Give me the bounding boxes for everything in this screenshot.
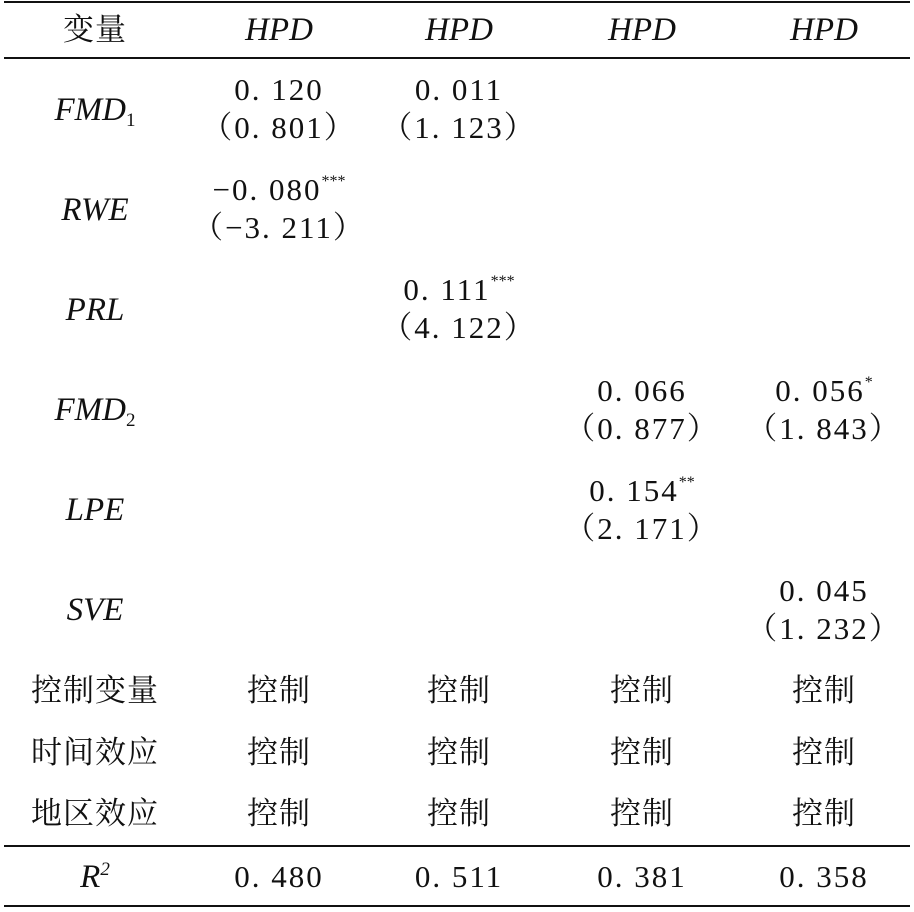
row-label-r-squared: $R^2$ [80,859,110,895]
coefficient: 0. 011 [414,72,504,107]
row-label-fmd1: $FMD_1$ [54,92,136,131]
time-effect-col3: 控制 [610,735,674,771]
fmd1-col2 [368,71,550,147]
bottom-rule [4,905,910,907]
row-label-time-effect: 时间效应 [31,735,159,771]
coefficient: 0. 056* [775,373,873,408]
coefficient: 0. 154** [589,473,695,508]
coefficient: 0. 111*** [403,272,515,307]
header-col-2: HPD [425,12,493,48]
header-rule [4,57,910,59]
row-label-fmd2: $FMD_2$ [54,392,136,431]
fmd1-col1 [190,71,368,147]
time-effect-col1: 控制 [247,735,311,771]
row-label-rwe: RWE [61,192,129,228]
rwe-col1 [190,171,368,247]
time-effect-col2: 控制 [427,735,491,771]
header-col-4: HPD [790,12,858,48]
significance-stars: *** [321,173,346,190]
t-statistic: （1. 232） [746,611,902,646]
t-statistic: （1. 123） [381,110,537,145]
controls-col3: 控制 [610,673,674,709]
header-col-3: HPD [608,12,676,48]
controls-col4: 控制 [792,673,856,709]
controls-col2: 控制 [427,673,491,709]
r-squared-col3: 0. 381 [597,859,687,894]
significance-stars: * [864,374,873,391]
coefficient: 0. 045 [779,573,869,608]
t-statistic: （2. 171） [564,511,720,546]
t-statistic: （−3. 211） [192,210,366,245]
coefficient: 0. 120 [234,72,324,107]
lpe-col3 [550,472,734,548]
region-effect-col1: 控制 [247,796,311,832]
t-statistic: （0. 877） [564,411,720,446]
summary-rule [4,845,910,847]
r-squared-col1: 0. 480 [234,859,324,894]
fmd2-col4 [734,372,914,448]
header-col-1: HPD [245,12,313,48]
header-variable: 变量 [63,12,127,48]
row-label-region-effect: 地区效应 [31,796,159,832]
t-statistic: （0. 801） [201,110,357,145]
coefficient: −0. 080*** [212,172,346,207]
t-statistic: （4. 122） [381,310,537,345]
fmd2-col3 [550,372,734,448]
sve-col4 [734,572,914,648]
significance-stars: ** [678,474,695,491]
top-rule [4,1,910,3]
prl-col2 [368,271,550,347]
row-label-prl: PRL [65,292,125,328]
row-label-controls: 控制变量 [31,673,159,709]
row-label-lpe: LPE [65,492,125,528]
region-effect-col4: 控制 [792,796,856,832]
t-statistic: （1. 843） [746,411,902,446]
time-effect-col4: 控制 [792,735,856,771]
significance-stars: *** [490,273,515,290]
region-effect-col2: 控制 [427,796,491,832]
controls-col1: 控制 [247,673,311,709]
r-squared-col2: 0. 511 [414,859,504,894]
coefficient: 0. 066 [597,373,687,408]
row-label-sve: SVE [66,592,124,628]
r-squared-col4: 0. 358 [779,859,869,894]
region-effect-col3: 控制 [610,796,674,832]
